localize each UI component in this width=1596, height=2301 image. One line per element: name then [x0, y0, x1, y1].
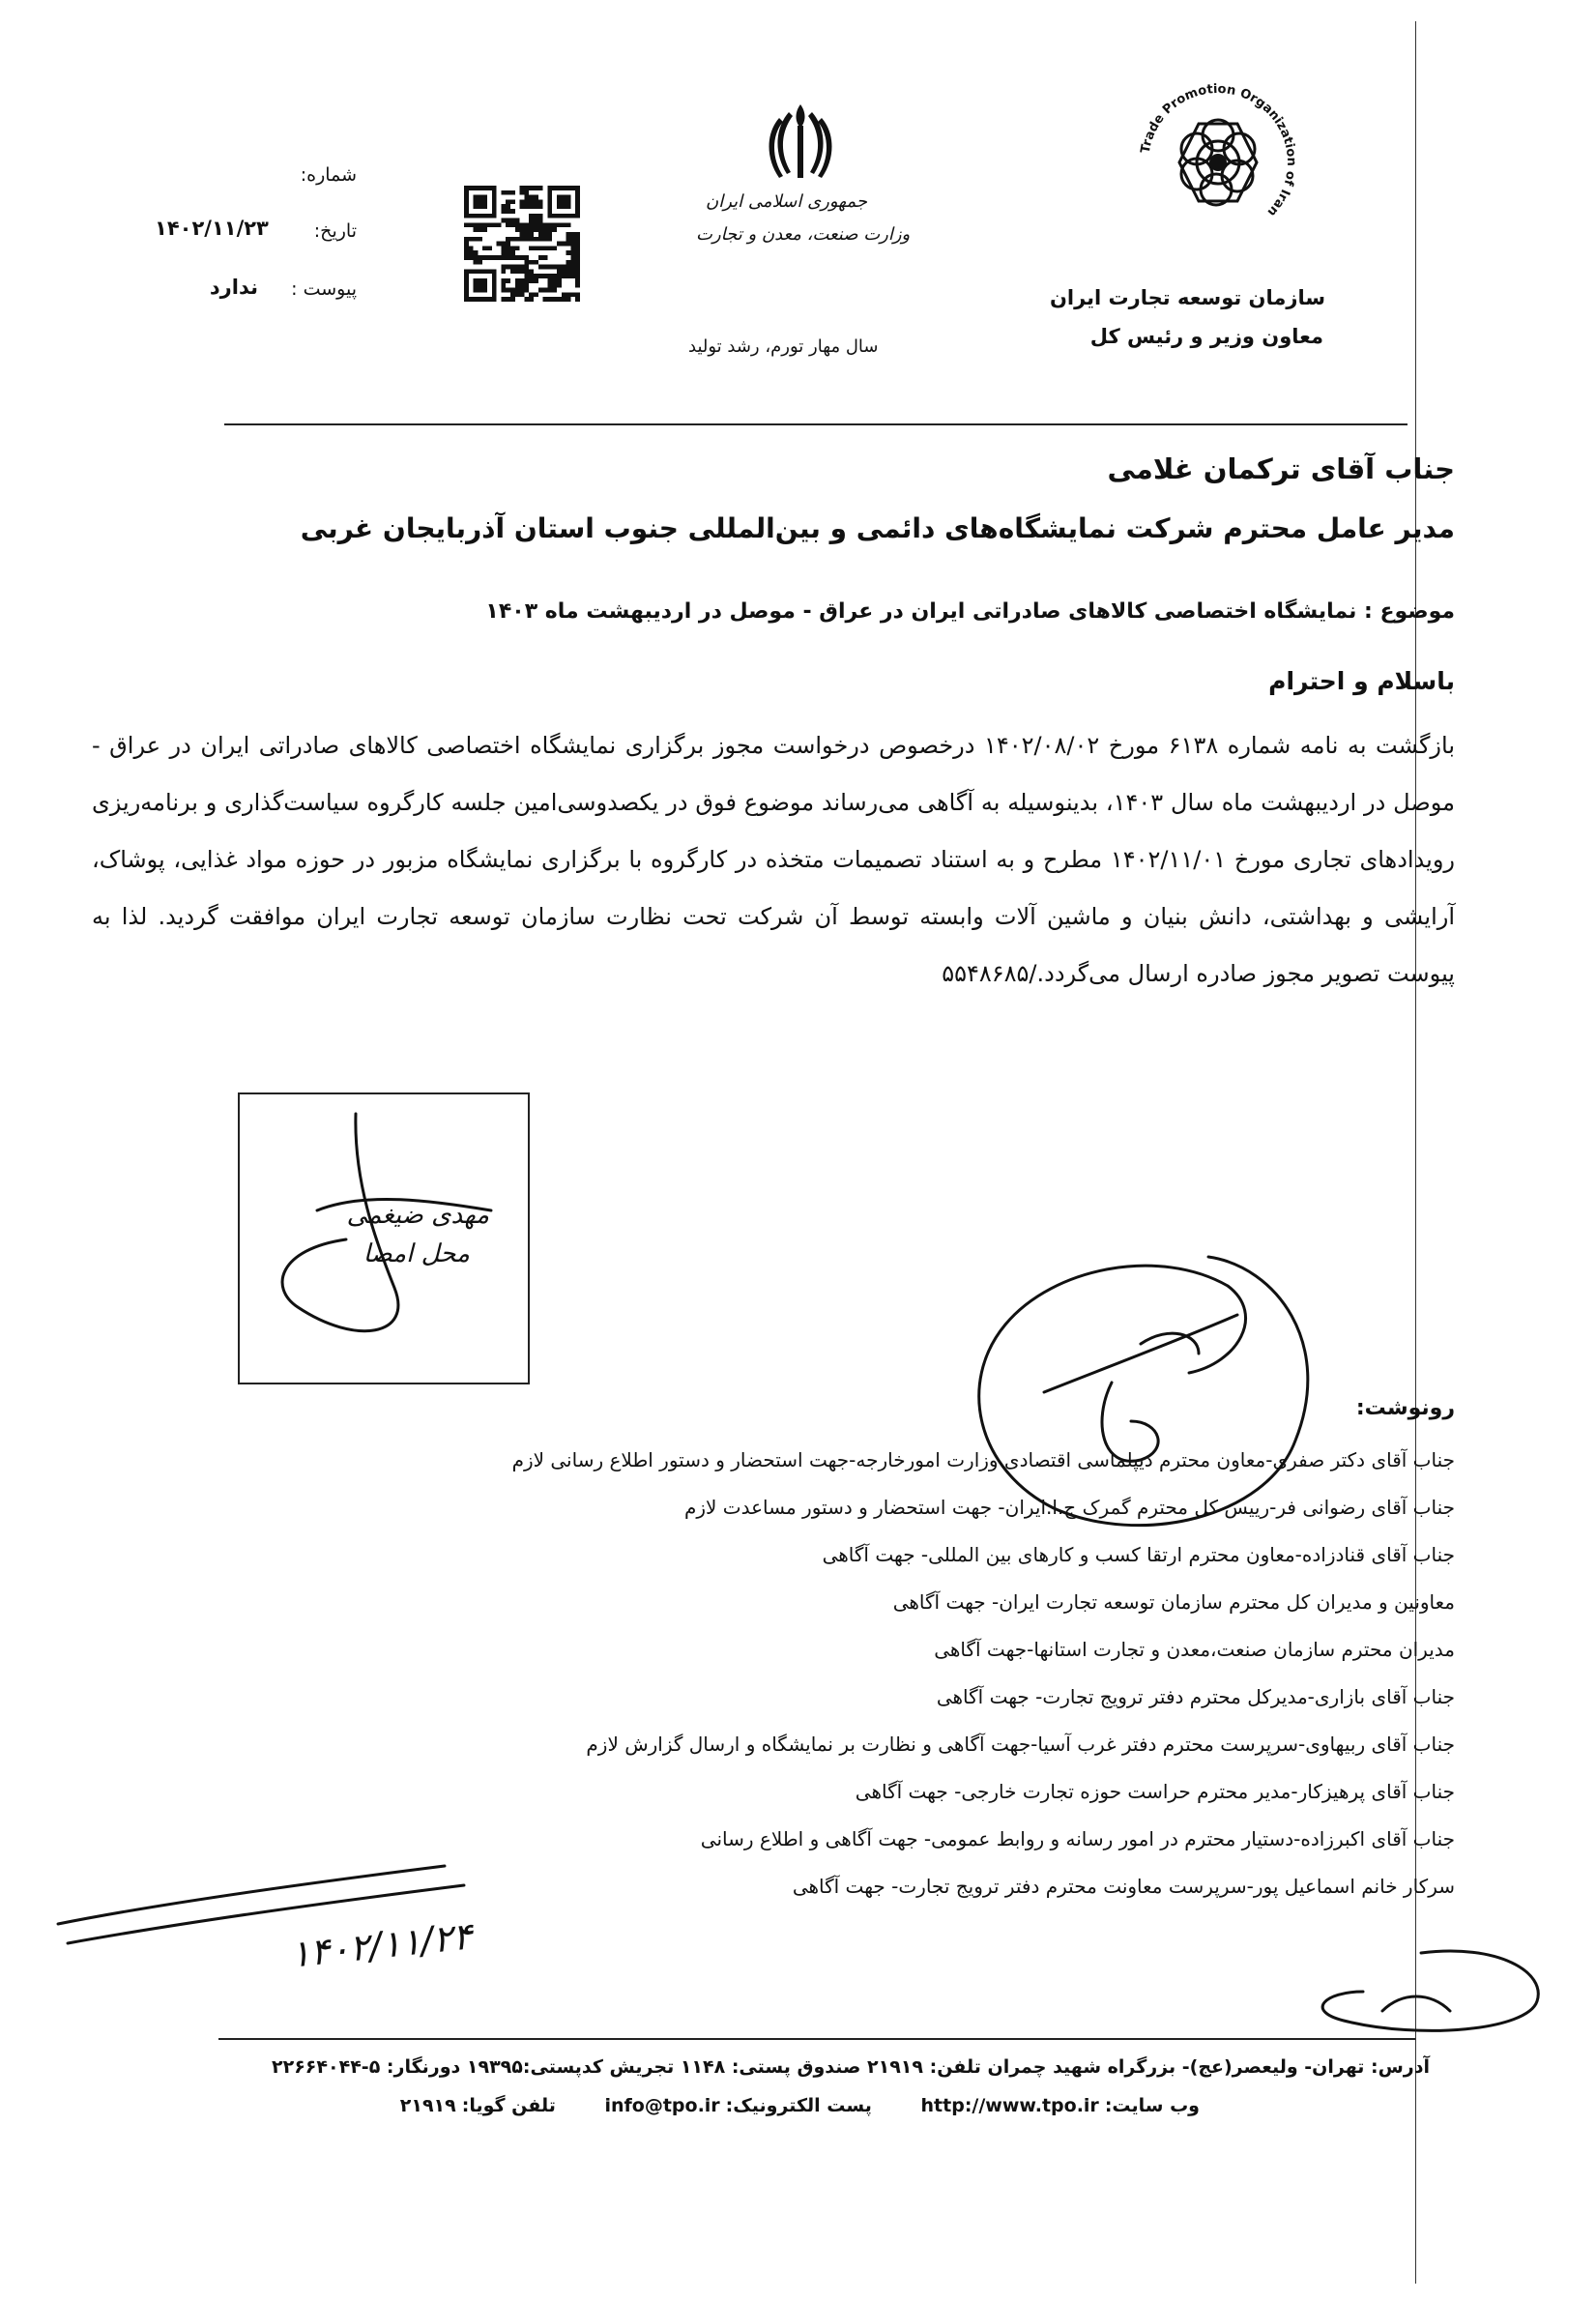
cc-item: معاونین و مدیران کل محترم سازمان توسعه تجارت ایران- جهت آگاهی — [892, 1590, 1455, 1614]
date-label: تاریخ: — [313, 220, 357, 242]
date-value: ۱۴۰۲/۱۱/۲۳ — [155, 217, 269, 240]
qr-code — [464, 186, 580, 302]
number-label: شماره: — [300, 164, 357, 186]
initials-scribble — [1305, 1934, 1556, 2040]
org-name: سازمان توسعه تجارت ایران — [1049, 286, 1325, 309]
email-label: پست الکترونیک: — [725, 2095, 872, 2116]
cc-item: جناب آقای اکبرزاده-دستیار محترم در امور رسانه و روابط عمومی- جهت آگاهی و اطلاع رسانی — [700, 1827, 1455, 1850]
handwritten-date: ۱۴۰۲/۱۱/۲۴ — [288, 1914, 475, 1976]
logo-ring-text: Trade Promotion Organization of Iran — [1138, 81, 1299, 219]
cc-item: مدیران محترم سازمان صنعت،معدن و تجارت استانها-جهت آگاهی — [934, 1638, 1455, 1661]
signature-label: محل امضا — [363, 1239, 470, 1268]
footer-divider — [218, 2038, 1415, 2040]
phone-label: تلفن گویا: — [461, 2095, 556, 2116]
gov-republic-label: جمهوری اسلامی ایران — [706, 191, 867, 212]
email-link[interactable]: info@tpo.ir — [604, 2095, 720, 2116]
cc-item: جناب آقای دکتر صفری-معاون محترم دیپلماسی اقتصادی وزارت امورخارجه-جهت استحضار و دستور اطلاع رسانی لازم — [511, 1448, 1455, 1471]
iran-emblem-icon — [762, 99, 839, 186]
header-divider — [224, 423, 1407, 425]
footer-contacts — [358, 2095, 1200, 2116]
phone-value: ۲۱۹۱۹ — [399, 2095, 456, 2116]
org-title: معاون وزیر و رئیس کل — [1089, 325, 1323, 348]
website-label: وب سایت: — [1104, 2095, 1200, 2116]
handwritten-scribble — [39, 1847, 503, 2021]
attachment-value: ندارد — [209, 276, 258, 299]
website-link[interactable]: http://www.tpo.ir — [920, 2095, 1099, 2116]
cc-list — [512, 1437, 1455, 1910]
greeting: باسلام و احترام — [1268, 667, 1455, 695]
cc-item: جناب آقای رضوانی فر-رییس کل محترم گمرک ج.ا.ایران- جهت استحضار و دستور مساعدت لازم — [683, 1496, 1455, 1519]
cc-item: جناب آقای بازاری-مدیرکل محترم دفتر ترویج تجارت- جهت آگاهی — [936, 1685, 1455, 1708]
signature-box — [238, 1092, 530, 1384]
cc-item: جناب آقای قنادزاده-معاون محترم ارتقا کسب و کارهای بین المللی- جهت آگاهی — [822, 1543, 1455, 1566]
gov-ministry-label: وزارت صنعت، معدن و تجارت — [696, 224, 911, 245]
cc-title: رونوشت: — [1355, 1396, 1455, 1420]
cc-item: سرکار خانم اسماعیل پور-سرپرست معاونت محترم دفتر ترویج تجارت- جهت آگاهی — [792, 1875, 1455, 1898]
cc-item: جناب آقای ربیهاوی-سرپرست محترم دفتر غرب آسیا-جهت آگاهی و نظارت بر نمایشگاه و ارسال گزارش لازم — [586, 1733, 1455, 1756]
footer-address: آدرس: تهران- ولیعصر(عج)- بزرگراه شهید چمران تلفن: ۲۱۹۱۹ صندوق پستی: ۱۱۴۸ تجریش کدپستی:۱۹۳۹۵ دورنگار: ۵-۲۲۶۶۴۰۴۴ — [272, 2056, 1430, 2078]
letter-body: بازگشت به نامه شماره ۶۱۳۸ مورخ ۱۴۰۲/۰۸/۰۲ درخصوص درخواست مجوز برگزاری نمایشگاه اختصاصی کالاهای صادراتی ایران در عراق - موصل در اردیبهشت ماه سال ۱۴۰۳، بدینوسیله به آگاهی می‌رساند موضوع فوق در یکصدوسی‌امین جلسه کارگروه سیاست‌گذاری و برنامه‌ریزی رویدادهای تجاری مورخ ۱۴۰۲/۱۱/۰۱ مطرح و به استناد تصمیمات متخذه در کارگروه با برگزاری نمایشگاه مزبور در حوزه مواد غذایی، پوشاک، آرایشی و بهداشتی، دانش بنیان و ماشین آلات وابسته توسط آن شرکت تحت نظارت سازمان توسعه تجارت ایران موافقت گردید. لذا به پیوست تصویر مجوز صادره ارسال می‌گردد./۵۵۴۸۶۸۵ — [92, 732, 1456, 987]
year-slogan: سال مهار تورم، رشد تولید — [688, 336, 879, 357]
cc-item: جناب آقای پرهیزکار-مدیر محترم حراست حوزه تجارت خارجی- جهت آگاهی — [855, 1780, 1455, 1803]
addressee-title: مدیر عامل محترم شرکت نمایشگاه‌های دائمی و بین‌المللی جنوب استان آذربایجان غربی — [300, 512, 1455, 544]
subject-line: موضوع : نمایشگاه اختصاصی کالاهای صادراتی ایران در عراق - موصل در اردیبهشت ماه ۱۴۰۳ — [485, 599, 1455, 624]
attachment-label: پیوست : — [291, 278, 357, 300]
addressee-name: جناب آقای ترکمان غلامی — [1107, 452, 1455, 485]
tpo-logo — [1131, 75, 1305, 249]
signature-name: مهدی ضیغمی — [346, 1201, 489, 1230]
